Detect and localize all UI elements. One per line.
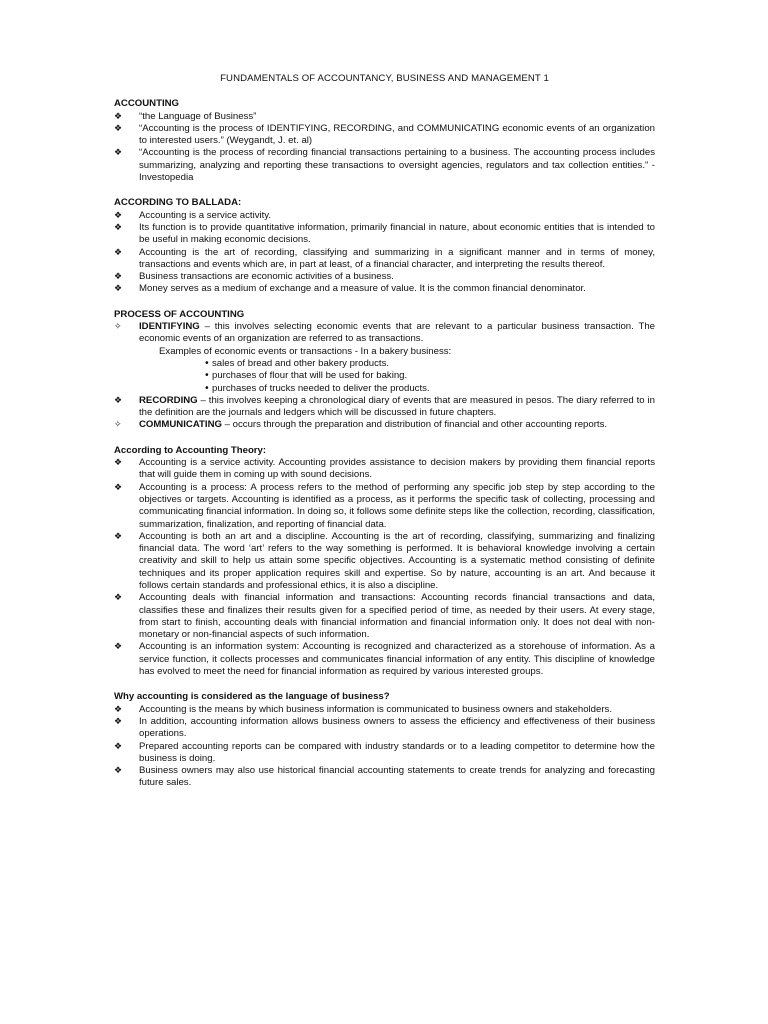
diamond-bullet-icon: ❖ xyxy=(114,247,123,258)
dot-bullet-icon: • xyxy=(204,357,210,369)
examples-intro: Examples of economic events or transactions - In a bakery business: xyxy=(159,345,452,357)
accounting-list xyxy=(114,111,655,185)
dot-bullet-icon: • xyxy=(204,382,210,394)
examples-list xyxy=(114,358,655,395)
diamond-bullet-icon: ❖ xyxy=(114,458,123,469)
theory-list xyxy=(114,457,655,678)
document-body xyxy=(114,73,655,803)
term-identifying: IDENTIFYING xyxy=(139,321,200,333)
list-item: ❖ Accounting is a service activity. Accounting provides assistance to decision makers by providing them financial reports that will guide them in coming up with sound decisions. xyxy=(114,457,655,481)
diamond-bullet-icon: ❖ xyxy=(114,395,123,406)
list-item: • purchases of flour that will be used for baking. xyxy=(204,370,408,382)
list-item: ❖ Business transactions are economic activities of a business. xyxy=(114,271,394,283)
diamond-bullet-icon: ❖ xyxy=(114,531,123,542)
list-item: ❖ Accounting is the art of recording, classifying and summarizing in a significant manner and in terms of money, transactions and events which are, in part at least, of a financial character, and interpreting the results thereof. xyxy=(114,246,655,270)
list-item-identifying: ✧ IDENTIFYING – this involves selecting economic events that are relevant to a particular business transaction. The economic events of an organization are referred to as transactions. xyxy=(114,321,655,345)
diamond-bullet-icon: ❖ xyxy=(114,482,123,493)
list-item: ❖ In addition, accounting information allows business owners to assess the efficiency and effectiveness of their business operations. xyxy=(114,715,655,740)
list-item: ❖ Prepared accounting reports can be compared with industry standards or to a leading competitor to determine how the business is doing. xyxy=(114,740,655,764)
section-process xyxy=(114,309,655,432)
diamond-bullet-icon: ❖ xyxy=(114,272,123,283)
list-item-recording: ❖ RECORDING – this involves keeping a chronological diary of events that are measured in pesos. The diary referred to in the definition are the journals and ledgers which will be discussed in future chapters. xyxy=(114,394,655,419)
list-item: ❖ “Accounting is the process of IDENTIFYING, RECORDING, and COMMUNICATING economic events of an organization to interested users.” (Weygandt, J. et. al) xyxy=(114,122,655,147)
diamond-bullet-icon: ❖ xyxy=(114,148,123,159)
ballada-list xyxy=(114,210,655,296)
hollow-diamond-bullet-icon: ✧ xyxy=(114,322,122,333)
term-recording: RECORDING xyxy=(139,394,198,406)
document-title: FUNDAMENTALS OF ACCOUNTANCY, BUSINESS AND MANAGEMENT 1 xyxy=(220,73,549,84)
language-list xyxy=(114,704,655,790)
list-item: ❖ Accounting is the means by which business information is communicated to business owners and stakeholders. xyxy=(114,703,613,715)
diamond-bullet-icon: ❖ xyxy=(114,716,123,727)
diamond-bullet-icon: ❖ xyxy=(114,111,123,122)
diamond-bullet-icon: ❖ xyxy=(114,741,123,752)
diamond-bullet-icon: ❖ xyxy=(114,123,123,134)
section-language xyxy=(114,691,655,789)
term-communicating: COMMUNICATING xyxy=(139,419,222,431)
diamond-bullet-icon: ❖ xyxy=(114,704,123,715)
list-item: ❖ Money serves as a medium of exchange and a measure of value. It is the common financial denominator. xyxy=(114,283,586,295)
section-heading-language: Why accounting is considered as the language of business? xyxy=(114,691,390,703)
section-ballada xyxy=(114,197,655,295)
list-item: ❖ Accounting is a process: A process refers to the method of performing any specific job step by step according to the objectives or targets. Accounting is identified as a process, as it performs the specific task of collecting, processing and communicating financial information. In doing so, it follows some definite steps like the collection, recording, classification, summarization, finalization, and reporting of financial data. xyxy=(114,481,655,530)
list-item: ❖ Accounting is both an art and a discipline. Accounting is the art of recording, classifying, summarizing and finalizing financial data. The word ‘art’ refers to the way something is performed. It is behavioral knowledge involving a certain creativity and skill to help us attain some specific objectives. Accounting is a systematic method consisting of definite techniques and its proper application requires skill and expertise. So by nature, accounting is an art. And because it follows certain standards and professional ethics, it is also a discipline. xyxy=(114,530,655,591)
list-item: ❖ Business owners may also use historical financial accounting statements to create trends for analyzing and forecasting future sales. xyxy=(114,765,655,789)
list-item: ❖ Its function is to provide quantitative information, primarily financial in nature, about economic entities that is intended to be useful in making economic decisions. xyxy=(114,221,655,246)
section-accounting xyxy=(114,98,655,184)
diamond-bullet-icon: ❖ xyxy=(114,284,123,295)
list-item: ❖ Accounting is an information system: Accounting is recognized and characterized as a storehouse of information. As a service function, it collects processes and communicates financial information of any entity. This discipline of knowledge has evolved to meet the need for financial information as required by various interested groups. xyxy=(114,641,655,678)
list-item: ❖ Accounting deals with financial information and transactions: Accounting records financial transactions and data, classifies these and finalizes their results given for a specified period of time, as needed by their users. At every stage, from start to finish, accounting deals with financial information and financial information only. It does not deal with non-monetary or non-financial aspects of such information. xyxy=(114,592,655,641)
diamond-bullet-icon: ❖ xyxy=(114,642,123,653)
section-heading-process: PROCESS OF ACCOUNTING xyxy=(114,308,245,320)
process-list xyxy=(114,321,655,346)
list-item: • sales of bread and other bakery products. xyxy=(204,357,390,369)
dot-bullet-icon: • xyxy=(204,370,210,382)
section-theory xyxy=(114,445,655,679)
process-list-continued xyxy=(114,395,655,432)
diamond-bullet-icon: ❖ xyxy=(114,766,123,777)
section-heading-theory: According to Accounting Theory: xyxy=(114,444,267,456)
section-heading-accounting: ACCOUNTING xyxy=(114,98,180,110)
list-item: • purchases of trucks needed to deliver the products. xyxy=(204,382,430,394)
list-item: ❖ “Accounting is the process of recording financial transactions pertaining to a business. The accounting process includes summarizing, analyzing and reporting these transactions to oversight agencies, regulators and tax collection entities.” -Investopedia xyxy=(114,147,655,184)
list-item: ❖ “the Language of Business” xyxy=(114,110,257,122)
list-item-communicating: ✧ COMMUNICATING – occurs through the preparation and distribution of financial and other accounting reports. xyxy=(114,419,608,431)
section-heading-ballada: ACCORDING TO BALLADA: xyxy=(114,197,242,209)
diamond-bullet-icon: ❖ xyxy=(114,210,123,221)
hollow-diamond-bullet-icon: ✧ xyxy=(114,420,122,431)
diamond-bullet-icon: ❖ xyxy=(114,222,123,233)
list-item: ❖ Accounting is a service activity. xyxy=(114,209,272,221)
diamond-bullet-icon: ❖ xyxy=(114,593,123,604)
